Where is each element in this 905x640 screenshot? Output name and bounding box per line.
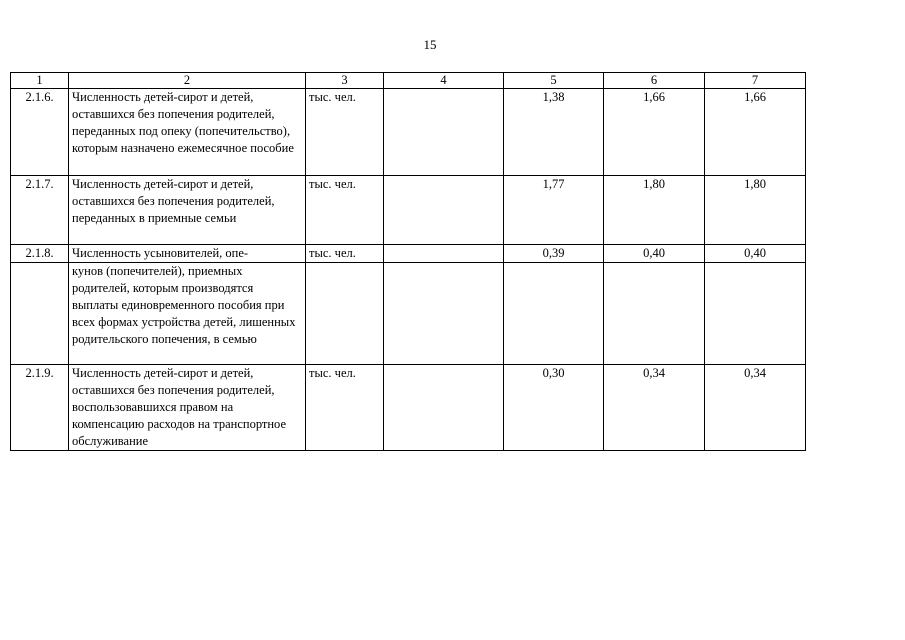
row-col5: 0,30 [504, 365, 604, 451]
row-description-continued: кунов (попечителей), приемных родителей, которым производятся выплаты единовременного пособия при всех формах устройства детей, лишенных родительского попечения, в семью [69, 263, 306, 365]
row-col5: 1,77 [504, 176, 604, 245]
table-row [11, 89, 806, 176]
empty-cell [306, 263, 384, 365]
column-header: 6 [604, 73, 705, 89]
table-row [11, 245, 806, 263]
row-col6: 0,34 [604, 365, 705, 451]
empty-cell [705, 263, 806, 365]
row-col7: 1,66 [705, 89, 806, 176]
row-col6: 1,66 [604, 89, 705, 176]
row-col7: 0,34 [705, 365, 806, 451]
column-header: 4 [384, 73, 504, 89]
empty-cell [384, 263, 504, 365]
table-header-row [11, 73, 806, 89]
empty-cell [604, 263, 705, 365]
table-row-continuation [11, 263, 806, 365]
empty-cell [11, 263, 69, 365]
row-description: Численность детей-сирот и детей, оставшихся без попечения родителей, воспользовавшихся правом на компенсацию расходов на транспортное обслуживание [69, 365, 306, 451]
table-row [11, 176, 806, 245]
row-code: 2.1.6. [11, 89, 69, 176]
row-col4 [384, 245, 504, 263]
row-col7: 1,80 [705, 176, 806, 245]
page-number: 15 [423, 37, 437, 52]
row-unit: тыс. чел. [306, 245, 384, 263]
column-header: 3 [306, 73, 384, 89]
row-col5: 1,38 [504, 89, 604, 176]
row-unit: тыс. чел. [306, 176, 384, 245]
row-col4 [384, 89, 504, 176]
row-col4 [384, 176, 504, 245]
column-header: 1 [11, 73, 69, 89]
row-description: Численность усыновителей, опе- [69, 245, 306, 263]
row-code: 2.1.9. [11, 365, 69, 451]
row-code: 2.1.7. [11, 176, 69, 245]
row-col4 [384, 365, 504, 451]
row-col6: 1,80 [604, 176, 705, 245]
row-unit: тыс. чел. [306, 89, 384, 176]
row-col6: 0,40 [604, 245, 705, 263]
row-col7: 0,40 [705, 245, 806, 263]
column-header: 5 [504, 73, 604, 89]
table-row [11, 365, 806, 451]
row-code: 2.1.8. [11, 245, 69, 263]
row-description: Численность детей-сирот и детей, оставшихся без попечения родителей, переданных в приемные семьи [69, 176, 306, 245]
column-header: 2 [69, 73, 306, 89]
empty-cell [504, 263, 604, 365]
row-col5: 0,39 [504, 245, 604, 263]
row-unit: тыс. чел. [306, 365, 384, 451]
column-header: 7 [705, 73, 806, 89]
row-description: Численность детей-сирот и детей, оставшихся без попечения родителей, переданных под опеку (попечительство), которым назначено ежемесячное пособие [69, 89, 306, 176]
data-table [10, 72, 806, 451]
